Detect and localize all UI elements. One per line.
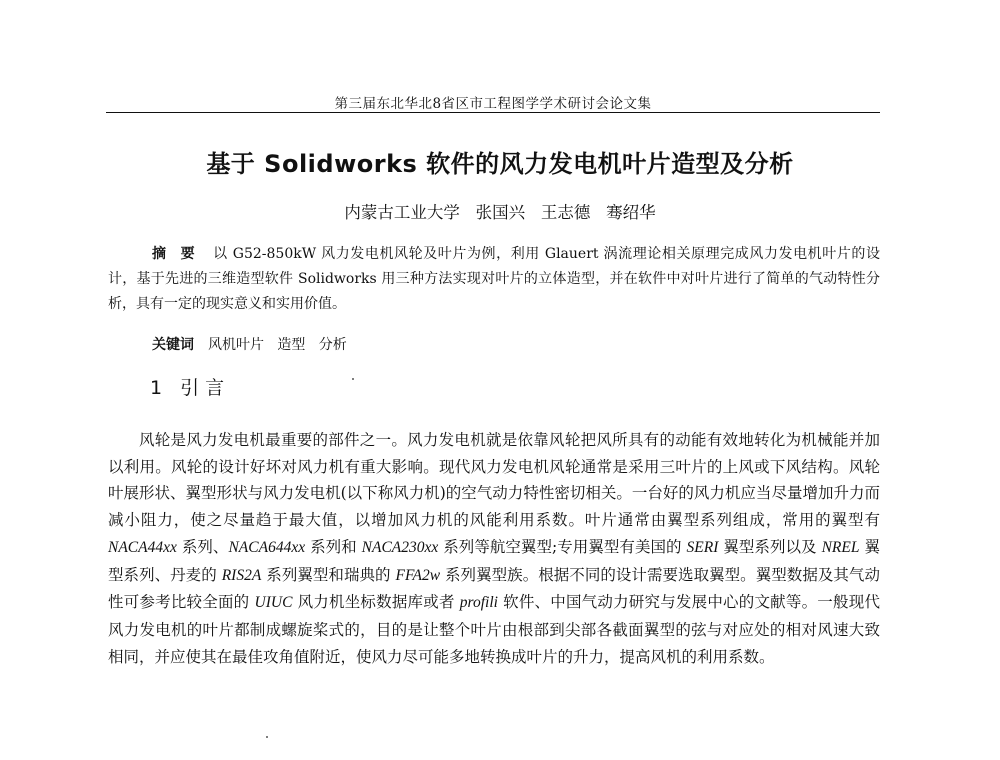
keyword: 风机叶片 [208, 337, 264, 353]
keywords-label: 关键词 [152, 337, 194, 353]
body-text-run: 翼型系列、丹麦的 [108, 537, 880, 584]
body-text-run: 系列翼型族。根据不同的设计需要选取翼型。翼型数据及其气动性可参考比较全面的 [108, 565, 880, 612]
airfoil-term: SERI [686, 538, 719, 556]
header-rule [106, 112, 880, 113]
airfoil-term: UIUC [254, 594, 293, 612]
body-text-run: 风力机坐标数据库或者 [297, 593, 455, 612]
airfoil-term: NACA644xx [228, 538, 306, 556]
scan-speck [266, 736, 268, 738]
affiliation: 内蒙古工业大学 [344, 203, 460, 222]
airfoil-term: RIS2A [221, 566, 262, 584]
author-name: 骞绍华 [606, 203, 656, 222]
body-text-run: 风轮是风力发电机最重要的部件之一。风力发电机就是依靠风轮把风所具有的动能有效地转化为机械能并加以利用。风轮的设计好坏对风力机有重大影响。现代风力发电机风轮通常是采用三叶片的上风或下风结构。风轮叶展形状、翼型形状与风力发电机(以下称风力机)的空气动力特性密切相关。一台好的风力机应当尽量增加升力而减小阻力，使之尽量趋于最大值，以增加风力机的风能利用系数。叶片通常由翼型系列组成，常用的翼型有 [108, 431, 880, 530]
keyword: 分析 [318, 337, 347, 353]
section-title: 引言 [180, 377, 231, 399]
section-number: 1 [150, 377, 169, 399]
running-header: 第三届东北华北8省区市工程图学学术研讨会论文集 [334, 96, 652, 112]
abstract [108, 242, 880, 317]
airfoil-term: NACA230xx [361, 538, 439, 556]
keyword: 造型 [277, 337, 306, 353]
body-paragraph [108, 427, 880, 670]
body-text-run: 软件、中国气动力研究与发展中心的文献等。一般现代风力发电机的叶片都制成螺旋桨式的，目的是让整个叶片由根部到尖部各截面翼型的弦与对应处的相对风速大致相同，并应使其在最佳攻角值附近，使风力尽可能多地转换成叶片的升力，提高风机的利用系数。 [108, 593, 880, 666]
section-heading [150, 373, 230, 400]
author-line [60, 199, 940, 223]
paper-title: 基于 Solidworks 软件的风力发电机叶片造型及分析 [206, 150, 794, 178]
abstract-text: 以 G52-850kW 风力发电机风轮及叶片为例，利用 Glauert 涡流理论相关原理完成风力发电机叶片的设计，基于先进的三维造型软件 Solidworks 用三种方法实现对叶片的立体造型，并在软件中对叶片进行了简单的气动特性分析，具有一定的现实意义和实用价值。 [108, 246, 881, 312]
body-text-run: 系列、 [181, 537, 229, 556]
body-text-run: 系列等航空翼型;专用翼型有美国的 [443, 537, 682, 556]
abstract-label: 摘要 [152, 246, 210, 262]
scan-speck [352, 378, 354, 380]
airfoil-term: NACA44xx [108, 538, 177, 556]
airfoil-term: FFA2w [395, 566, 441, 584]
author-name: 张国兴 [475, 203, 526, 222]
body-text-run: 系列和 [310, 537, 357, 556]
body-text-run: 系列翼型和瑞典的 [266, 565, 391, 584]
author-name: 王志德 [540, 203, 591, 222]
body-text-run: 翼型系列以及 [723, 537, 817, 556]
keywords [152, 334, 347, 354]
airfoil-term: NREL [821, 538, 860, 556]
airfoil-term: profili [459, 594, 498, 612]
